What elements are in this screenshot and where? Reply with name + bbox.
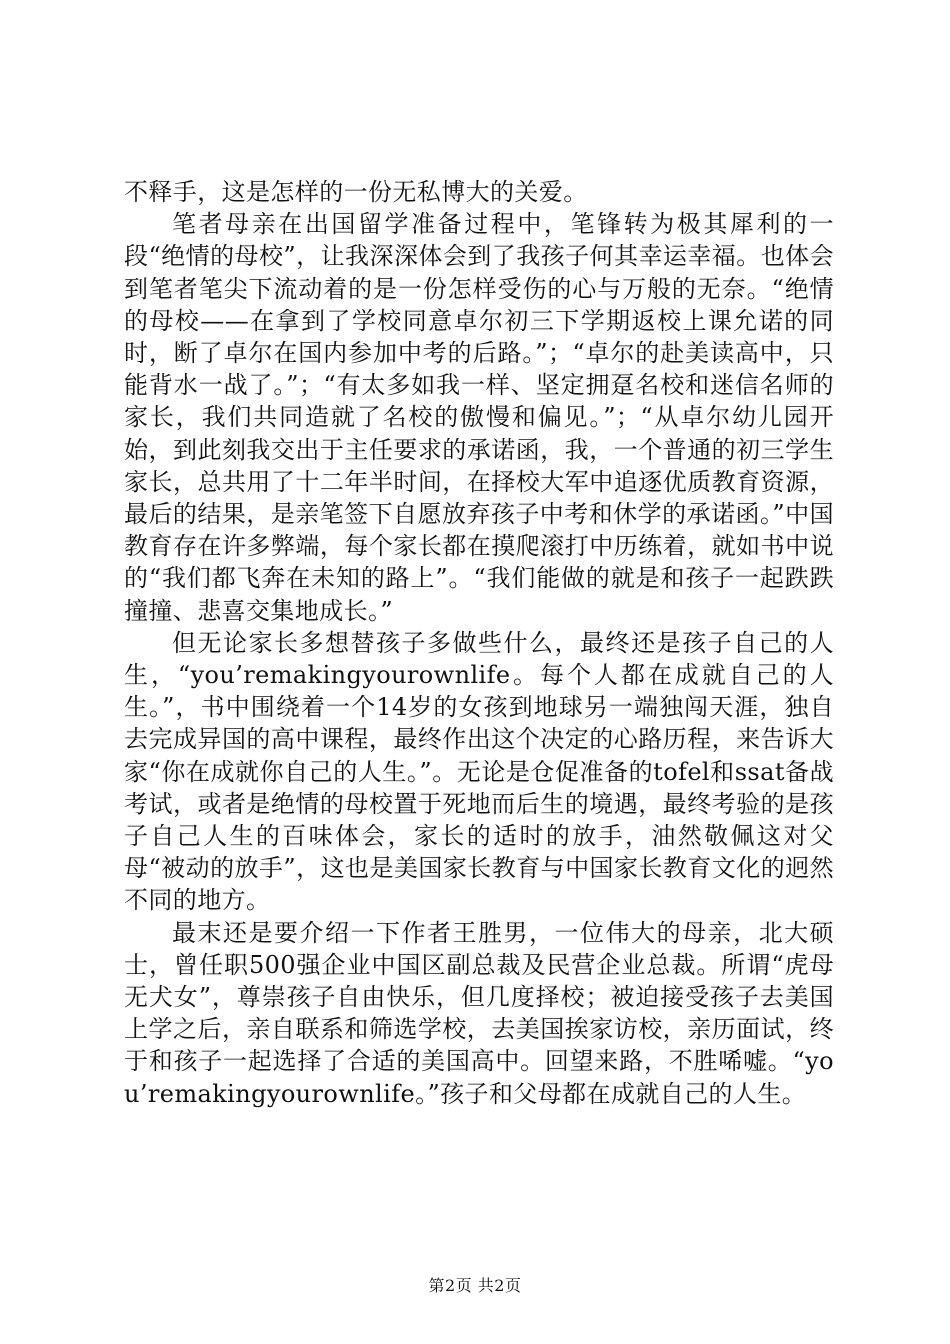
paragraph-alma-mater: 笔者母亲在出国留学准备过程中，笔锋转为极其犀利的一段“绝情的母校”，让我深深体会到了我孩子何其幸运幸福。也体会到笔者笔尖下流动着的是一份怎样受伤的心与万般的无奈。“绝情的母校——在拿到了学校同意卓尔初三下学期返校上课允诺的同时，断了卓尔在国内参加中考的后路。”；“卓尔的赴美读高中，只能背水一战了。”；“有太多如我一样、坚定拥趸名校和迷信名师的家长，我们共同造就了名校的傲慢和偏见。”；“从卓尔幼儿园开始，到此刻我交出于主任要求的承诺函，我，一个普通的初三学生家长，总共用了十二年半时间，在择校大军中追逐优质教育资源，最后的结果，是亲笔签下自愿放弃孩子中考和休学的承诺函。”中国教育存在许多弊端，每个家长都在摸爬滚打中历练着，就如书中说的“我们都飞奔在未知的路上”。“我们能做的就是和孩子一起跌跌撞撞、悲喜交集地成长。” [124, 210, 834, 625]
paragraph-author: 最末还是要介绍一下作者王胜男，一位伟大的母亲，北大硕士，曾任职500强企业中国区副总裁及民营企业总裁。所谓“虎母无犬女”，尊崇孩子自由快乐，但几度择校；被迫接受孩子去美国上学之后，亲自联系和筛选学校，去美国挨家访校，亲历面试，终于和孩子一起选择了合适的美国高中。回望来路，不胜唏嘘。“you’remakingyourownlife。”孩子和父母都在成就自己的人生。 [124, 918, 834, 1108]
paragraph-own-life: 但无论家长多想替孩子多做些什么，最终还是孩子自己的人生，“you’remakingyourownlife。每个人都在成就自己的人生。”，书中围绕着一个14岁的女孩到地球另一端独闯天涯，独自去完成异国的高中课程，最终作出这个决定的心路历程，来告诉大家“你在成就你自己的人生。”。无论是仓促准备的tofel和ssat备战考试，或者是绝情的母校置于死地而后生的境遇，最终考验的是孩子自己人生的百味体会，家长的适时的放手，油然敬佩这对父母“被动的放手”，这也是美国家长教育与中国家长教育文化的迥然不同的地方。 [124, 628, 834, 915]
document-body [124, 176, 834, 1110]
paragraph-continued: 不释手，这是怎样的一份无私博大的关爱。 [124, 178, 588, 206]
page-footer: 第2页 共2页 [428, 1276, 522, 1295]
